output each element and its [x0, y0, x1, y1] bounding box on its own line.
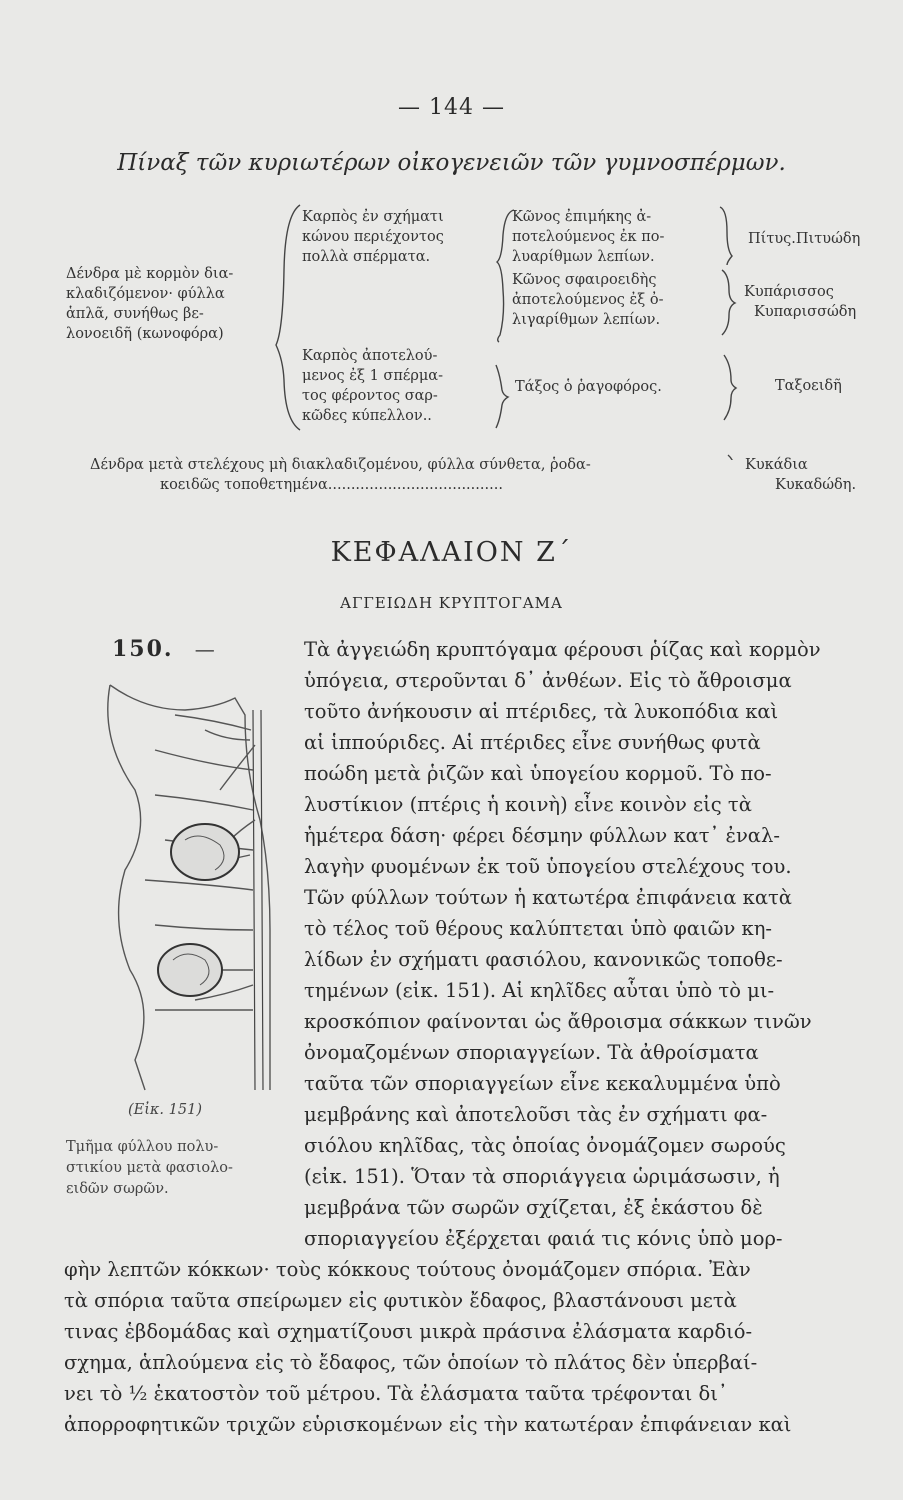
chapter-title: ΚΕΦΑΛΑΙΟΝ Ζ΄ [330, 537, 573, 568]
figure-label: (Εἰκ. 151) [128, 1102, 202, 1118]
cone-elongated: Κῶνος ἐπιμήκης ἀ- ποτελούμενος ἐκ πο- λυαρίθμων λεπίων. [512, 209, 665, 265]
fern-leaf-illustration [95, 680, 295, 1100]
body-full-width: φὴν λεπτῶν κόκκων· τοὺς κόκκους τούτους ὀνομάζομεν σπόρια. Ἐὰν τὰ σπόρια ταῦτα σπείρωμεν εἰς φυτικὸν ἔδαφος, βλαστάνουσι μετὰ τινας ἑβδομάδας καὶ σχηματίζουσι μικρὰ πράσινα ἐλάσματα καρδιό- σχημα, ἁπλούμενα εἰς τὸ ἔδαφος, τῶν ὁποίων τὸ πλάτος δὲν ὑπερβαί- νει τὸ ½ ἑκατοστὸν τοῦ μέτρου. Τὰ ἐλάσματα ταῦτα τρέφονται δι᾽ ἀπορροφητικῶν τριχῶν εὑρισκομένων εἰς τὴν κατωτέραν ἐπιφάνειαν καὶ [64, 1258, 792, 1436]
fruit-cone-description: Καρπὸς ἐν σχήματι κώνου περιέχοντος πολλὰ σπέρματα. [302, 209, 444, 265]
family-taxaceae: Ταξοειδῆ [775, 378, 842, 394]
family-pinaceae: Πίτυς.Πιτυώδη [748, 231, 861, 247]
page-number: — 144 — [398, 95, 505, 120]
table-group-label: Δένδρα μὲ κορμὸν δια- κλαδιζόμενον· φύλλα ἁπλᾶ, συνήθως βε- λονοειδῆ (κωνοφόρα) [66, 266, 234, 342]
figure-caption: Τμῆμα φύλλου πολυ- στικίου μετὰ φασιολο- ειδῶν σωρῶν. [66, 1139, 233, 1197]
chapter-subtitle: ΑΓΓΕΙΩΔΗ ΚΡΥΠΤΟΓΑΜΑ [340, 594, 563, 612]
cycad-row: Δένδρα μετὰ στελέχους μὴ διακλαδιζομένου, φύλλα σύνθετα, ῥοδα- κοειδῶς τοποθετημένα...................................... [90, 457, 591, 493]
cone-spherical: Κῶνος σφαιροειδὴς ἀποτελούμενος ἐξ ὀ- λιγαρίθμων λεπίων. [512, 272, 664, 328]
family-cycadaceae: Κυκάδια Κυκαδώδη. [745, 457, 857, 493]
fruit-seed-description: Καρπὸς ἀποτελού- μενος ἐξ 1 σπέρμα- τος φέροντος σαρ- κῶδες κύπελλον.. [302, 348, 443, 424]
section-number: 150. [112, 636, 174, 662]
section-dash: — [194, 637, 215, 661]
body-column: Τὰ ἀγγειώδη κρυπτόγαμα φέρουσι ῥίζας καὶ κορμὸν ὑπόγεια, στεροῦνται δ᾽ ἀνθέων. Εἰς τὸ ἄθροισμα τοῦτο ἀνήκουσιν αἱ πτέριδες, τὰ λυκοπόδια καὶ αἱ ἱππούριδες. Αἱ πτέριδες εἶνε συνήθως φυτὰ ποώδη μετὰ ῥιζῶν καὶ ὑπογείου κορμοῦ. Τὸ πο- λυστίκιον (πτέρις ἡ κοινὴ) εἶνε κοινὸν εἰς τὰ ἡμέτερα δάση· φέρει δέσμην φύλλων κατ᾽ ἐναλ- λαγὴν φυομένων ἐκ τοῦ ὑπογείου στελέχους του. Τῶν φύλλων τούτων ἡ κατωτέρα ἐπιφάνεια κατὰ τὸ τέλος τοῦ θέρους καλύπτεται ὑπὸ φαιῶν κη- λίδων ἐν σχήματι φασιόλου, κανονικῶς τοποθε- τημένων (εἰκ. 151). Αἱ κηλῖδες αὗται ὑπὸ τὸ μι- κροσκόπιον φαίνονται ὡς ἄθροισμα σάκκων τινῶν ὀνομαζομένων σποριαγγείων. Τὰ ἀθροίσματα ταῦτα τῶν σποριαγγείων εἶνε κεκαλυμμένα ὑπὸ μεμβράνης καὶ ἀποτελοῦσι τὰς ἐν σχήματι φα- σιόλου κηλῖδας, τὰς ὁποίας ὀνομάζομεν σωρούς (εἰκ. 151). Ὅταν τὰ σποριάγγεια ὡριμάσωσιν, ἡ μεμβράνα τῶν σωρῶν σχίζεται, ἐξ ἑκάστου δὲ σποριαγγείου ἐξέρχεται φαιά τις κόνις ὑπὸ μορ- [304, 638, 821, 1250]
family-cupressaceae: Κυπάρισσος Κυπαρισσώδη [744, 284, 857, 320]
table-title: Πίναξ τῶν κυριωτέρων οἰκογενειῶν τῶν γυμνοσπέρμων. [117, 150, 786, 176]
aril-taxus: Τάξος ὁ ῥαγοφόρος. [515, 379, 662, 395]
section-heading [112, 636, 215, 662]
